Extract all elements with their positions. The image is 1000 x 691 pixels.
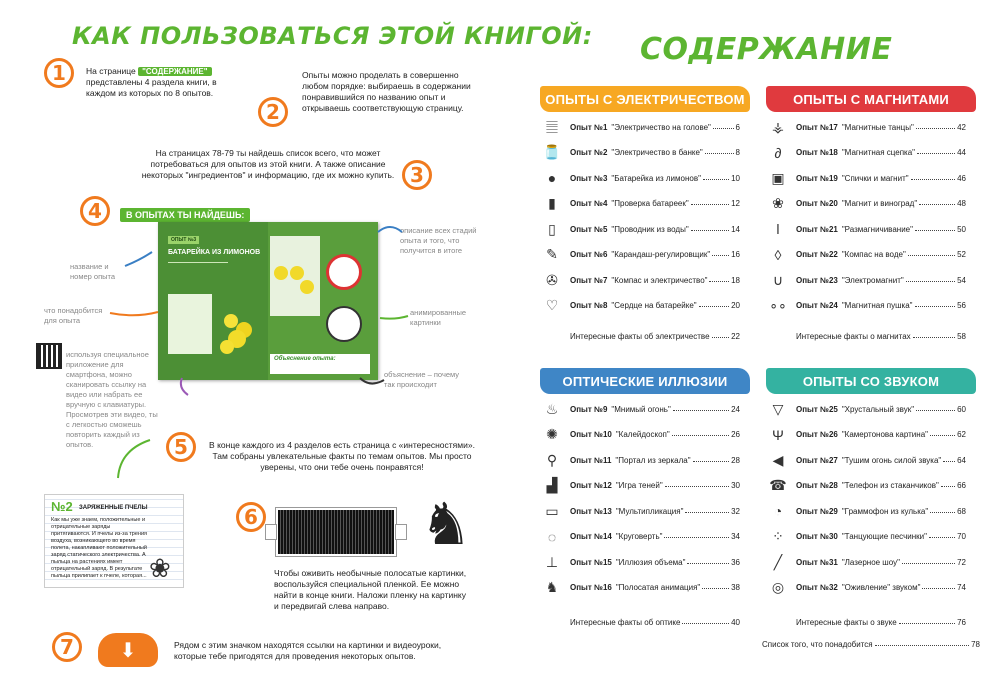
axes-icon: ⊥: [545, 553, 559, 570]
facts-page: 76: [957, 618, 966, 627]
speaker-icon: ◀: [772, 451, 784, 468]
experiment-page: 56: [957, 301, 966, 310]
experiment-page: 26: [731, 430, 740, 439]
toc-entry: [570, 481, 740, 490]
section-title: ОПЫТЫ СО ЗВУКОМ: [766, 368, 976, 394]
paperclip-icon: ∂: [774, 144, 782, 161]
toc-item[interactable]: [766, 140, 966, 166]
toc-entry: [796, 225, 966, 234]
lemon-icon: ●: [547, 170, 557, 186]
toc-entry: [570, 250, 740, 259]
matchbox-icon: ▣: [771, 169, 785, 186]
experiment-number: Опыт №9: [570, 404, 608, 414]
experiment-number: Опыт №7: [570, 275, 608, 285]
toc-item[interactable]: [766, 267, 966, 293]
experiment-name: "Хрустальный звук": [841, 404, 915, 414]
annotation-stages: описание всех стадий опыта и того, что получится в итоге: [400, 226, 477, 255]
toc-item[interactable]: [540, 498, 740, 524]
contents-title: СОДЕРЖАНИЕ: [640, 32, 893, 67]
section-list: [540, 114, 750, 354]
experiment-number: Опыт №4: [570, 199, 608, 208]
experiment-page: 54: [957, 275, 966, 285]
experiment-page: 6: [735, 122, 740, 132]
toc-item[interactable]: [766, 498, 966, 524]
toc-item[interactable]: [540, 216, 740, 242]
annotation-name: название и номер опыта: [70, 262, 116, 281]
toc-entry: [570, 199, 740, 208]
toc-entry: [570, 123, 740, 132]
toc-entry: [570, 301, 740, 310]
experiment-page: 68: [957, 506, 966, 516]
experiment-number: Опыт №24: [796, 301, 838, 310]
magnet-icon: ∪: [772, 271, 784, 288]
experiment-page: 72: [957, 557, 966, 567]
experiment-name: "Оживление" звуком": [841, 583, 921, 592]
bee-icon: ❀: [149, 553, 171, 583]
experiment-name: "Компас на воде": [841, 250, 906, 259]
experiment-name: "Спички и магнит": [841, 173, 909, 183]
step-2-badge: 2: [258, 97, 288, 127]
toc-entry: [570, 583, 740, 592]
toc-entry: [796, 430, 966, 439]
facts-row[interactable]: [570, 618, 740, 627]
toc-item[interactable]: [540, 191, 740, 217]
heart-icon: ♡: [545, 297, 559, 313]
experiment-number: Опыт №17: [796, 122, 838, 132]
step-5-text: В конце каждого из 4 разделов есть страница с «интересностями». Там собраны увлекательные факты по темам опытов. Мы просто уверены, что они тебе очень понравятся!: [209, 440, 475, 472]
toc-item[interactable]: [540, 293, 740, 319]
experiment-page: 46: [957, 173, 966, 183]
toc-item[interactable]: [766, 473, 966, 499]
facts-label: Интересные факты о звуке: [796, 618, 897, 627]
toc-item[interactable]: [540, 165, 740, 191]
striped-film: [276, 508, 396, 556]
facts-label: Интересные факты об электричестве: [570, 332, 710, 341]
step-6-text: Чтобы оживить необычные полосатые картинки, воспользуйся специальной пленкой. Ее можно найти в конце книги. Наложи пленку на картинку и передвигай слева направо.: [274, 568, 467, 611]
toc-item[interactable]: [540, 422, 740, 448]
experiment-name: "Граммофон из кулька": [841, 506, 929, 516]
facts-label: Интересные факты о магнитах: [796, 332, 911, 341]
annotation-need: что понадобится для опыта: [44, 306, 103, 325]
step-7-text: Рядом с этим значком находятся ссылки на картинки и видеоуроки, которые тебе пригодятся для проведения некоторых опытов.: [174, 640, 442, 661]
toc-entry: [796, 456, 966, 465]
water-bottle-icon: ▯: [548, 220, 556, 237]
laser-icon: ╱: [773, 553, 783, 570]
experiment-page: 10: [731, 173, 740, 183]
toc-item[interactable]: [540, 524, 740, 550]
step-6-badge: 6: [236, 502, 266, 532]
page-title: КАК ПОЛЬЗОВАТЬСЯ ЭТОЙ КНИГОЙ:: [72, 22, 593, 50]
experiment-name: "Мнимый огонь": [611, 404, 671, 414]
step-1-badge: 1: [44, 58, 74, 88]
sample-title: БАТАРЕЙКА ИЗ ЛИМОНОВ: [168, 249, 261, 256]
experiment-number: Опыт №20: [796, 199, 838, 208]
experiment-page: 32: [731, 506, 740, 516]
experiment-page: 64: [957, 455, 966, 465]
experiment-name: "Магнитная пушка": [841, 301, 913, 310]
experiment-number: Опыт №5: [570, 224, 608, 234]
facts-card-text: Как мы уже знаем, положительные и отрицательные заряды притягиваются. И пчелы из-за трения воздуха, возникающего во время полета, накапливают положительный заряд статического электричества. А пыльца на растениях имеет отрицательный заряд. В результате пыльца прилипает к пчеле, которая...: [51, 517, 148, 579]
step-7-badge: 7: [52, 632, 82, 662]
experiment-number: Опыт №1: [570, 122, 608, 132]
toc-entry: [796, 481, 966, 490]
toc-entry: [570, 456, 740, 465]
toc-entry: [796, 174, 966, 183]
experiment-name: "Круговерть": [615, 532, 663, 541]
experiment-page: 50: [957, 224, 966, 234]
film-tab-right: [395, 524, 407, 540]
sample-experiment-tag: ОПЫТ №3: [168, 236, 199, 244]
toc-item[interactable]: [766, 293, 966, 319]
experiment-name: "Магнит и виноград": [841, 199, 918, 208]
toc-item[interactable]: [540, 549, 740, 575]
toc-item[interactable]: [766, 242, 966, 268]
glass-icon: ▽: [772, 400, 784, 417]
section-sound: [766, 368, 976, 627]
toc-item[interactable]: [766, 575, 966, 601]
sand-icon: ⁘: [772, 528, 784, 544]
toc-entry: [570, 225, 740, 234]
toc-entry: [570, 532, 740, 541]
balls-icon: ∘∘: [769, 297, 787, 313]
toc-item[interactable]: [766, 396, 966, 422]
experiment-number: Опыт №14: [570, 532, 612, 541]
experiment-name: "Проводник из воды": [611, 224, 689, 234]
experiment-name: "Электромагнит": [841, 275, 904, 285]
step-3-badge: 3: [402, 160, 432, 190]
toc-entry: [796, 532, 966, 541]
experiment-page: 14: [731, 224, 740, 234]
experiment-page: 18: [731, 275, 740, 285]
city-icon: ▟: [546, 477, 558, 493]
experiment-name: "Камертонова картина": [841, 430, 928, 439]
film-tab-left: [265, 524, 277, 540]
step-3-text: На страницах 78-79 ты найдешь список всего, что может потребоваться для опытов из этой книги. А также описание некоторых "ингредиентов" и информацию, где их можно купить.: [141, 148, 395, 180]
experiment-page: 12: [731, 199, 740, 208]
experiment-name: "Игра теней": [615, 481, 663, 490]
toc-item[interactable]: [540, 396, 740, 422]
toc-entry: [570, 174, 740, 183]
dancer-icon: ⚶: [772, 118, 784, 135]
you-will-find-tag: В ОПЫТАХ ТЫ НАЙДЕШЬ:: [120, 208, 250, 222]
experiment-page: 62: [957, 430, 966, 439]
jar-icon: 🫙: [543, 144, 561, 160]
section-optics: [540, 368, 750, 627]
toc-item[interactable]: [766, 216, 966, 242]
toc-entry: [796, 276, 966, 285]
circle-icon: ◌: [547, 528, 557, 545]
experiment-name: "Калейдоскоп": [615, 430, 670, 439]
experiment-page: 66: [957, 481, 966, 490]
facts-page: 22: [731, 332, 740, 341]
section-list: [766, 396, 976, 636]
horse-icon: ♞: [545, 579, 559, 595]
toc-entry: [570, 430, 740, 439]
toc-entry: [796, 250, 966, 259]
experiment-number: Опыт №19: [796, 173, 838, 183]
toc-entry: [796, 507, 966, 516]
experiment-name: "Мультипликация": [615, 506, 684, 516]
toc-entry: [796, 301, 966, 310]
toc-entry: [796, 123, 966, 132]
drop-icon: ◊: [774, 246, 782, 263]
toc-item[interactable]: [540, 114, 740, 140]
supplies-row[interactable]: [762, 640, 980, 649]
experiment-page: 28: [731, 455, 740, 465]
toc-item[interactable]: [540, 140, 740, 166]
toc-item[interactable]: [766, 524, 966, 550]
step-1-post: представлены 4 раздела книги, в каждом из которых по 8 опытов.: [86, 77, 217, 98]
toc-item[interactable]: [766, 447, 966, 473]
section-list: [766, 114, 976, 354]
experiment-name: "Портал из зеркала": [615, 455, 691, 465]
experiment-page: 38: [731, 583, 740, 592]
sample-explanation-title: Объяснение опыта:: [274, 356, 336, 362]
experiment-page: 70: [957, 532, 966, 541]
toc-item[interactable]: [540, 575, 740, 601]
annotation-explain: объяснение – почему так происходит: [384, 370, 460, 389]
toc-item[interactable]: [540, 473, 740, 499]
grape-icon: ❀: [772, 195, 784, 211]
experiment-page: 24: [731, 404, 740, 414]
experiment-name: "Магнитные танцы": [841, 122, 914, 132]
experiment-name: "Танцующие песчинки": [841, 532, 927, 541]
facts-card-title: ЗАРЯЖЕННЫЕ ПЧЕЛЫ: [79, 505, 148, 511]
experiment-number: Опыт №27: [796, 455, 838, 465]
toc-item[interactable]: [766, 422, 966, 448]
toc-item[interactable]: [766, 114, 966, 140]
experiment-number: Опыт №22: [796, 250, 838, 259]
experiment-page: 8: [735, 148, 740, 157]
annotation-animated: анимированные картинки: [410, 308, 467, 327]
supplies-label: Список того, что понадобится: [762, 640, 873, 649]
section-title: ОПЫТЫ С ЭЛЕКТРИЧЕСТВОМ: [540, 86, 750, 112]
experiment-number: Опыт №10: [570, 430, 612, 439]
experiment-page: 30: [731, 481, 740, 490]
experiment-number: Опыт №6: [570, 250, 608, 259]
comb-icon: 𝄚: [546, 118, 558, 135]
experiment-name: "Карандаш-регулировщик": [611, 250, 711, 259]
facts-page: 40: [731, 618, 740, 627]
experiment-number: Опыт №2: [570, 148, 608, 157]
experiment-page: 16: [731, 250, 740, 259]
step-5-badge: 5: [166, 432, 196, 462]
toc-entry: [796, 583, 966, 592]
phone-icon: ☎: [769, 477, 787, 493]
section-list: [540, 396, 750, 636]
toc-entry: [796, 405, 966, 414]
step-4-badge: 4: [80, 196, 110, 226]
experiment-name: "Телефон из стаканчиков": [841, 481, 939, 490]
section-magnets: [766, 86, 976, 341]
experiment-name: "Проверка батареек": [611, 199, 689, 208]
experiment-number: Опыт №26: [796, 430, 838, 439]
experiment-number: Опыт №25: [796, 404, 838, 414]
experiment-number: Опыт №31: [796, 557, 838, 567]
facts-label: Интересные факты об оптике: [570, 618, 681, 627]
disc-icon: ◎: [771, 579, 785, 595]
experiment-number: Опыт №3: [570, 173, 608, 183]
toc-entry: [570, 148, 740, 157]
facts-row[interactable]: [796, 618, 966, 627]
download-cloud-icon[interactable]: ⬇: [98, 633, 158, 667]
experiment-name: "Компас и электричество": [611, 275, 708, 285]
book-icon: ▭: [545, 502, 559, 519]
gramophone-icon: ◔: [773, 503, 783, 519]
toc-entry: [796, 558, 966, 567]
facts-card-number: №2: [51, 499, 73, 514]
supplies-page: 78: [971, 640, 980, 649]
experiment-number: Опыт №13: [570, 506, 612, 516]
experiment-name: "Лазерное шоу": [841, 557, 900, 567]
section-title: ОПТИЧЕСКИЕ ИЛЛЮЗИИ: [540, 368, 750, 394]
toc-item[interactable]: [540, 447, 740, 473]
experiment-name: "Иллюзия объема": [615, 557, 686, 567]
experiment-name: "Магнитная сцепка": [841, 148, 916, 157]
section-title: ОПЫТЫ С МАГНИТАМИ: [766, 86, 976, 112]
toc-entry: [570, 405, 740, 414]
facts-page: 58: [957, 332, 966, 341]
experiment-name: "Размагничивание": [841, 224, 913, 234]
experiment-number: Опыт №15: [570, 557, 612, 567]
facts-row[interactable]: [796, 332, 966, 341]
horse-icon: ♞: [420, 492, 472, 557]
experiment-name: "Электричество в банке": [611, 148, 703, 157]
experiment-page: 44: [957, 148, 966, 157]
facts-card: [44, 494, 184, 588]
experiment-number: Опыт №16: [570, 583, 612, 592]
magnifier-icon: ⚲: [546, 451, 558, 468]
experiment-page: 60: [957, 404, 966, 414]
toc-item[interactable]: [540, 267, 740, 293]
experiment-name: "Тушим огонь силой звука": [841, 455, 942, 465]
experiment-name: "Электричество на голове": [611, 122, 711, 132]
toc-entry: [570, 276, 740, 285]
candle-icon: ǀ: [776, 221, 780, 237]
tuning-fork-icon: Ψ: [772, 426, 784, 443]
experiment-page: 42: [957, 122, 966, 132]
facts-row[interactable]: [570, 332, 740, 341]
step-1-pre: На странице: [86, 66, 139, 76]
toc-entry: [570, 507, 740, 516]
experiment-number: Опыт №32: [796, 583, 838, 592]
experiment-page: 74: [957, 583, 966, 592]
experiment-number: Опыт №8: [570, 301, 608, 310]
experiment-number: Опыт №21: [796, 224, 838, 234]
kaleidoscope-icon: ✺: [546, 426, 558, 442]
experiment-name: "Батарейка из лимонов": [611, 173, 701, 183]
experiment-page: 34: [731, 532, 740, 541]
experiment-number: Опыт №23: [796, 275, 838, 285]
experiment-number: Опыт №12: [570, 481, 612, 490]
experiment-page: 48: [957, 199, 966, 208]
pencil-icon: ✎: [546, 246, 558, 262]
experiment-number: Опыт №29: [796, 506, 838, 516]
contents-tag: "СОДЕРЖАНИЕ": [138, 67, 211, 76]
toc-item[interactable]: [766, 165, 966, 191]
experiment-number: Опыт №30: [796, 532, 838, 541]
battery-icon: ▮: [548, 195, 556, 211]
experiment-number: Опыт №28: [796, 481, 838, 490]
toc-item[interactable]: [540, 242, 740, 268]
step-2-text: Опыты можно проделать в совершенно любом порядке: выбираешь в содержании понравившийся по названию опыт и открываешь соответствующую страницу.: [302, 70, 471, 113]
toc-entry: [570, 558, 740, 567]
experiment-page: 52: [957, 250, 966, 259]
experiment-page: 20: [731, 301, 740, 310]
toc-item[interactable]: [766, 191, 966, 217]
experiment-number: Опыт №11: [570, 455, 612, 465]
annotation-qr: используя специальное приложение для смартфона, можно сканировать ссылку на видео или набрать ее вручную с клавиатуры. Просмотрев эти видео, ты с легкостью сможешь повторить каждый из опытов.: [66, 350, 158, 449]
section-electricity: [540, 86, 750, 341]
experiment-number: Опыт №18: [796, 148, 838, 157]
toc-item[interactable]: [766, 549, 966, 575]
experiment-name: "Сердце на батарейке": [611, 301, 697, 310]
toc-entry: [796, 148, 966, 157]
toc-entry: [796, 199, 966, 208]
experiment-page: 36: [731, 557, 740, 567]
compass-icon: ✇: [546, 271, 558, 288]
fire-icon: ♨: [545, 400, 559, 417]
experiment-name: "Полосатая анимация": [615, 583, 701, 592]
